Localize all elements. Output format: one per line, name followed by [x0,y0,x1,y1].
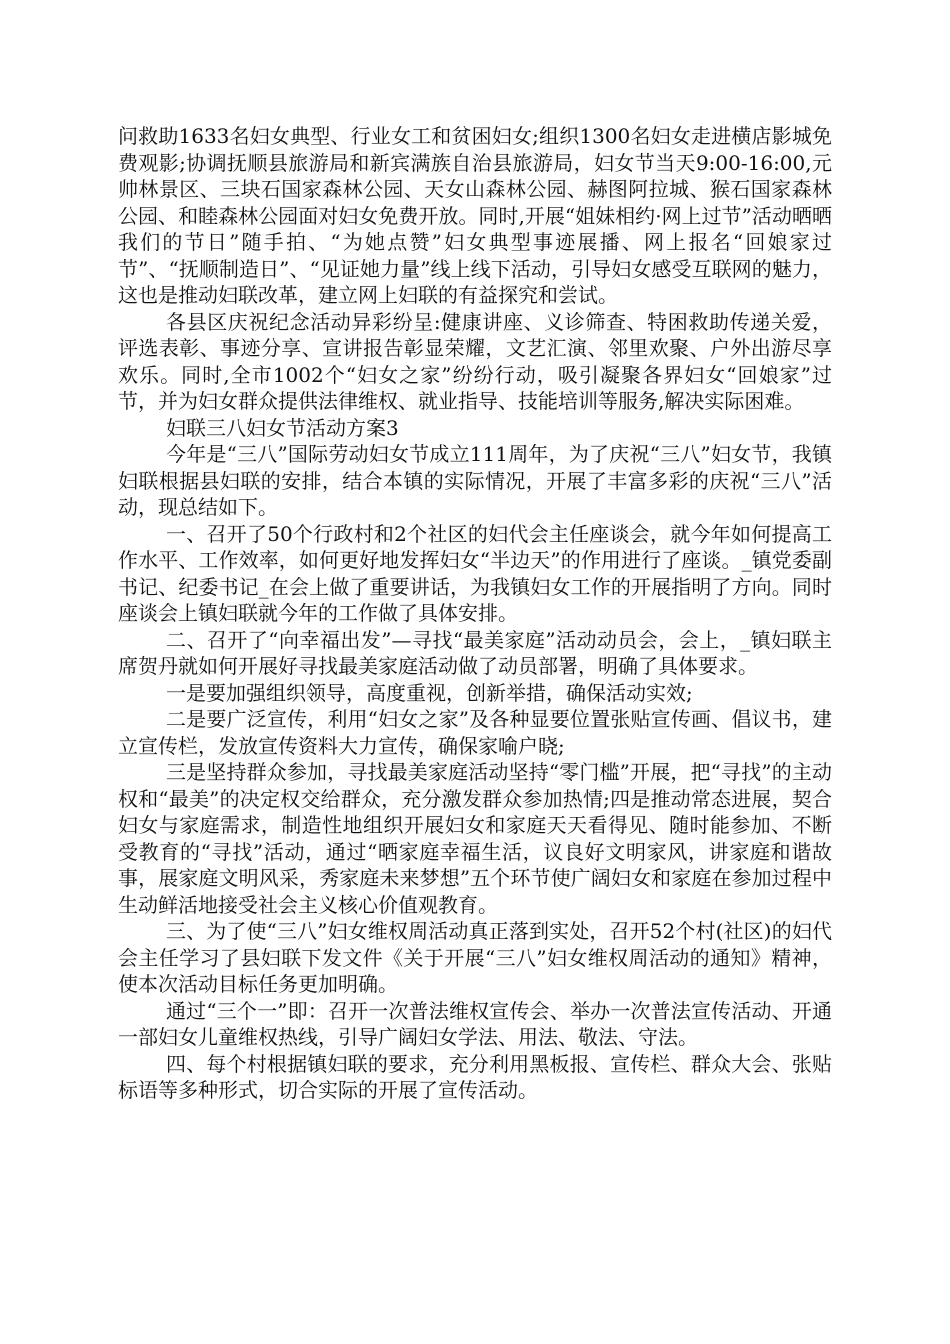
paragraph-1: 问救助1633名妇女典型、行业女工和贫困妇女;组织1300名妇女走进横店影城免费观影;协调抚顺县旅游局和新宾满族自治县旅游局，妇女节当天9:00-16:00,元帅林景区、三块石国家森林公园、天女山森林公园、赫图阿拉城、猴石国家森林公园、和睦森林公园面对妇女免费开放。同时,开展“姐妹相约·网上过节”活动晒晒我们的节日”随手拍、“为她点赞”妇女典型事迹展播、网上报名“回娘家过节”、“抚顺制造日”、“见证她力量”线上线下活动，引导妇女感受互联网的魅力，这也是推动妇联改革，建立网上妇联的有益探究和尝试。 [118,124,832,307]
section-heading: 妇联三八妇女节活动方案3 [166,415,399,440]
paragraph-10: 三、为了使“三八”妇女维权周活动真正落到实处，召开52个村(社区)的妇代会主任学习了县妇联下发文件《关于开展“三八”妇女维权周活动的通知》精神，使本次活动目标任务更加明确。 [118,919,832,996]
paragraph-8: 二是要广泛宣传，利用“妇女之家”及各种显要位置张贴宣传画、倡议书，建立宣传栏，发放宣传资料大力宣传，确保家喻户晓; [118,707,832,758]
paragraph-2: 各县区庆祝纪念活动异彩纷呈:健康讲座、义诊筛查、特困救助传递关爱，评选表彰、事迹分享、宣讲报告彰显荣耀，文艺汇演、邻里欢聚、户外出游尽享欢乐。同时,全市1002个“妇女之家”纷纷行动，吸引凝聚各界妇女“回娘家”过节，并为妇女群众提供法律维权、就业指导、技能培训等服务,解决实际困难。 [118,309,832,413]
paragraph-9: 三是坚持群众参加，寻找最美家庭活动坚持“零门槛”开展，把“寻找”的主动权和“最美”的决定权交给群众，充分激发群众参加热情;四是推动常态进展，契合妇女与家庭需求，制造性地组织开展妇女和家庭天天看得见、随时能参加、不断受教育的“寻找”活动，通过“晒家庭幸福生活，议良好文明家风，讲家庭和谐故事，展家庭文明风采，秀家庭未来梦想”五个环节使广阔妇女和家庭在参加过程中生动鲜活地接受社会主义核心价值观教育。 [118,760,832,917]
paragraph-7: 一是要加强组织领导，高度重视，创新举措，确保活动实效; [166,680,693,705]
paragraph-11: 通过“三个一”即：召开一次普法维权宣传会、举办一次普法宣传活动、开通一部妇女儿童维权热线，引导广阔妇女学法、用法、敬法、守法。 [118,998,832,1049]
paragraph-4: 今年是“三八”国际劳动妇女节成立111周年，为了庆祝“三八”妇女节，我镇妇联根据县妇联的安排，结合本镇的实际情况，开展了丰富多彩的庆祝“三八”活动，现总结如下。 [118,442,832,519]
document-body [118,123,832,1104]
paragraph-6: 二、召开了“向幸福出发”—寻找“最美家庭”活动动员会，会上，_镇妇联主席贺丹就如何开展好寻找最美家庭活动做了动员部署，明确了具体要求。 [118,627,832,678]
paragraph-12: 四、每个村根据镇妇联的要求，充分利用黑板报、宣传栏、群众大会、张贴标语等多种形式，切合实际的开展了宣传活动。 [118,1051,832,1102]
paragraph-5: 一、召开了50个行政村和2个社区的妇代会主任座谈会，就今年如何提高工作水平、工作效率，如何更好地发挥妇女“半边天”的作用进行了座谈。_镇党委副书记、纪委书记_在会上做了重要讲话，为我镇妇女工作的开展指明了方向。同时座谈会上镇妇联就今年的工作做了具体安排。 [118,521,832,625]
